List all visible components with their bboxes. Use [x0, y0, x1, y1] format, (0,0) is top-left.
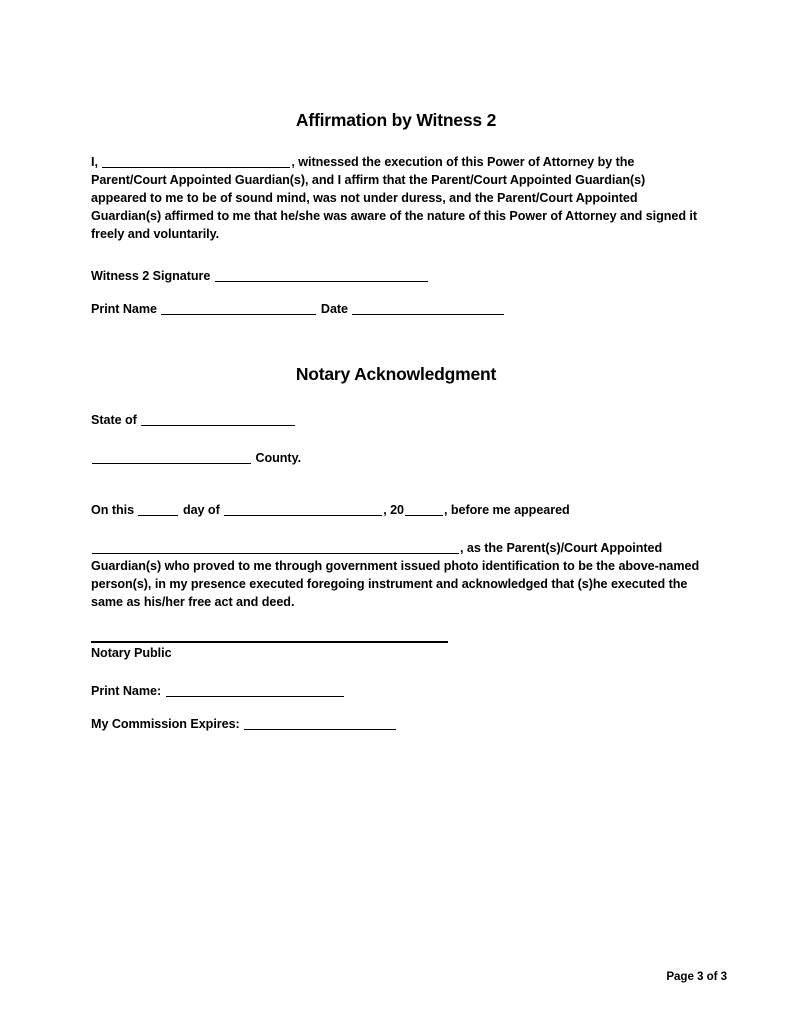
witness-date-label: Date — [320, 301, 349, 316]
witness-paragraph-prefix: I, — [91, 155, 102, 169]
notary-day-blank[interactable] — [138, 503, 178, 516]
witness-name-blank[interactable] — [102, 155, 290, 168]
notary-on-this-label: On this — [91, 502, 135, 517]
notary-public-label-row — [91, 644, 701, 662]
witness-signature-row — [91, 267, 701, 285]
witness-paragraph-body: , witnessed the execution of this Power of Attorney by the Parent/Court Appointed Guardian(s), and I affirm that the Parent/Court Appointed Guardian(s) appeared to me to be of sound mind, was not under duress, and the Parent/Court Appointed Guardian(s) affirmed to me that he/she was aware of the nature of this Power of Attorney and signed it freely and voluntarily. — [91, 155, 698, 242]
spacer — [91, 318, 701, 364]
notary-day-of-label: day of — [182, 502, 220, 517]
notary-appeared-paragraph — [91, 539, 701, 611]
witness-print-name-label: Print Name — [91, 301, 157, 316]
page-footer: Page 3 of 3 — [666, 970, 727, 983]
notary-print-name-label: Print Name: — [91, 684, 162, 699]
spacer — [91, 429, 701, 449]
notary-appeared-name-blank[interactable] — [92, 541, 459, 554]
notary-commission-expires-blank[interactable] — [244, 717, 396, 730]
notary-signature-rule[interactable] — [91, 641, 448, 643]
notary-before-me-label: , before me appeared — [444, 502, 570, 517]
witness-section-heading: Affirmation by Witness 2 — [295, 110, 497, 130]
witness-signature-blank[interactable] — [215, 269, 428, 282]
spacer — [91, 467, 701, 501]
spacer — [91, 519, 701, 539]
spacer — [91, 243, 701, 267]
document-content — [91, 110, 701, 733]
notary-appeared-body: , as the Parent(s)/Court Appointed Guardian(s) who proved to me through government issued photo identification to be the above-named person(s), in my presence executed foregoing instrument and acknowledged that (s)he executed the same as his/her free act and deed. — [91, 540, 700, 610]
spacer — [91, 611, 701, 641]
notary-commission-expires-label: My Commission Expires: — [91, 716, 240, 731]
witness-print-name-blank[interactable] — [161, 302, 316, 315]
notary-state-row — [91, 411, 701, 429]
witness-affirmation-paragraph — [91, 153, 701, 243]
notary-state-label: State of — [91, 412, 137, 427]
spacer — [91, 286, 701, 300]
notary-public-label: Notary Public — [91, 646, 172, 661]
notary-date-row — [91, 501, 701, 519]
witness-signature-label: Witness 2 Signature — [91, 269, 211, 284]
notary-section-heading: Notary Acknowledgment — [295, 363, 497, 384]
spacer — [91, 662, 701, 682]
witness-printname-date-row — [91, 300, 701, 318]
notary-county-label: County. — [255, 450, 302, 465]
witness-date-blank[interactable] — [352, 302, 504, 315]
spacer — [91, 701, 701, 715]
notary-county-row — [91, 449, 701, 467]
notary-county-blank[interactable] — [92, 451, 251, 464]
notary-year-prefix: , 20 — [383, 502, 404, 517]
notary-month-blank[interactable] — [224, 503, 382, 516]
notary-printname-row — [91, 682, 701, 700]
notary-year-blank[interactable] — [405, 503, 443, 516]
notary-state-blank[interactable] — [141, 413, 295, 426]
notary-print-name-blank[interactable] — [166, 684, 344, 697]
notary-commission-row — [91, 715, 701, 733]
